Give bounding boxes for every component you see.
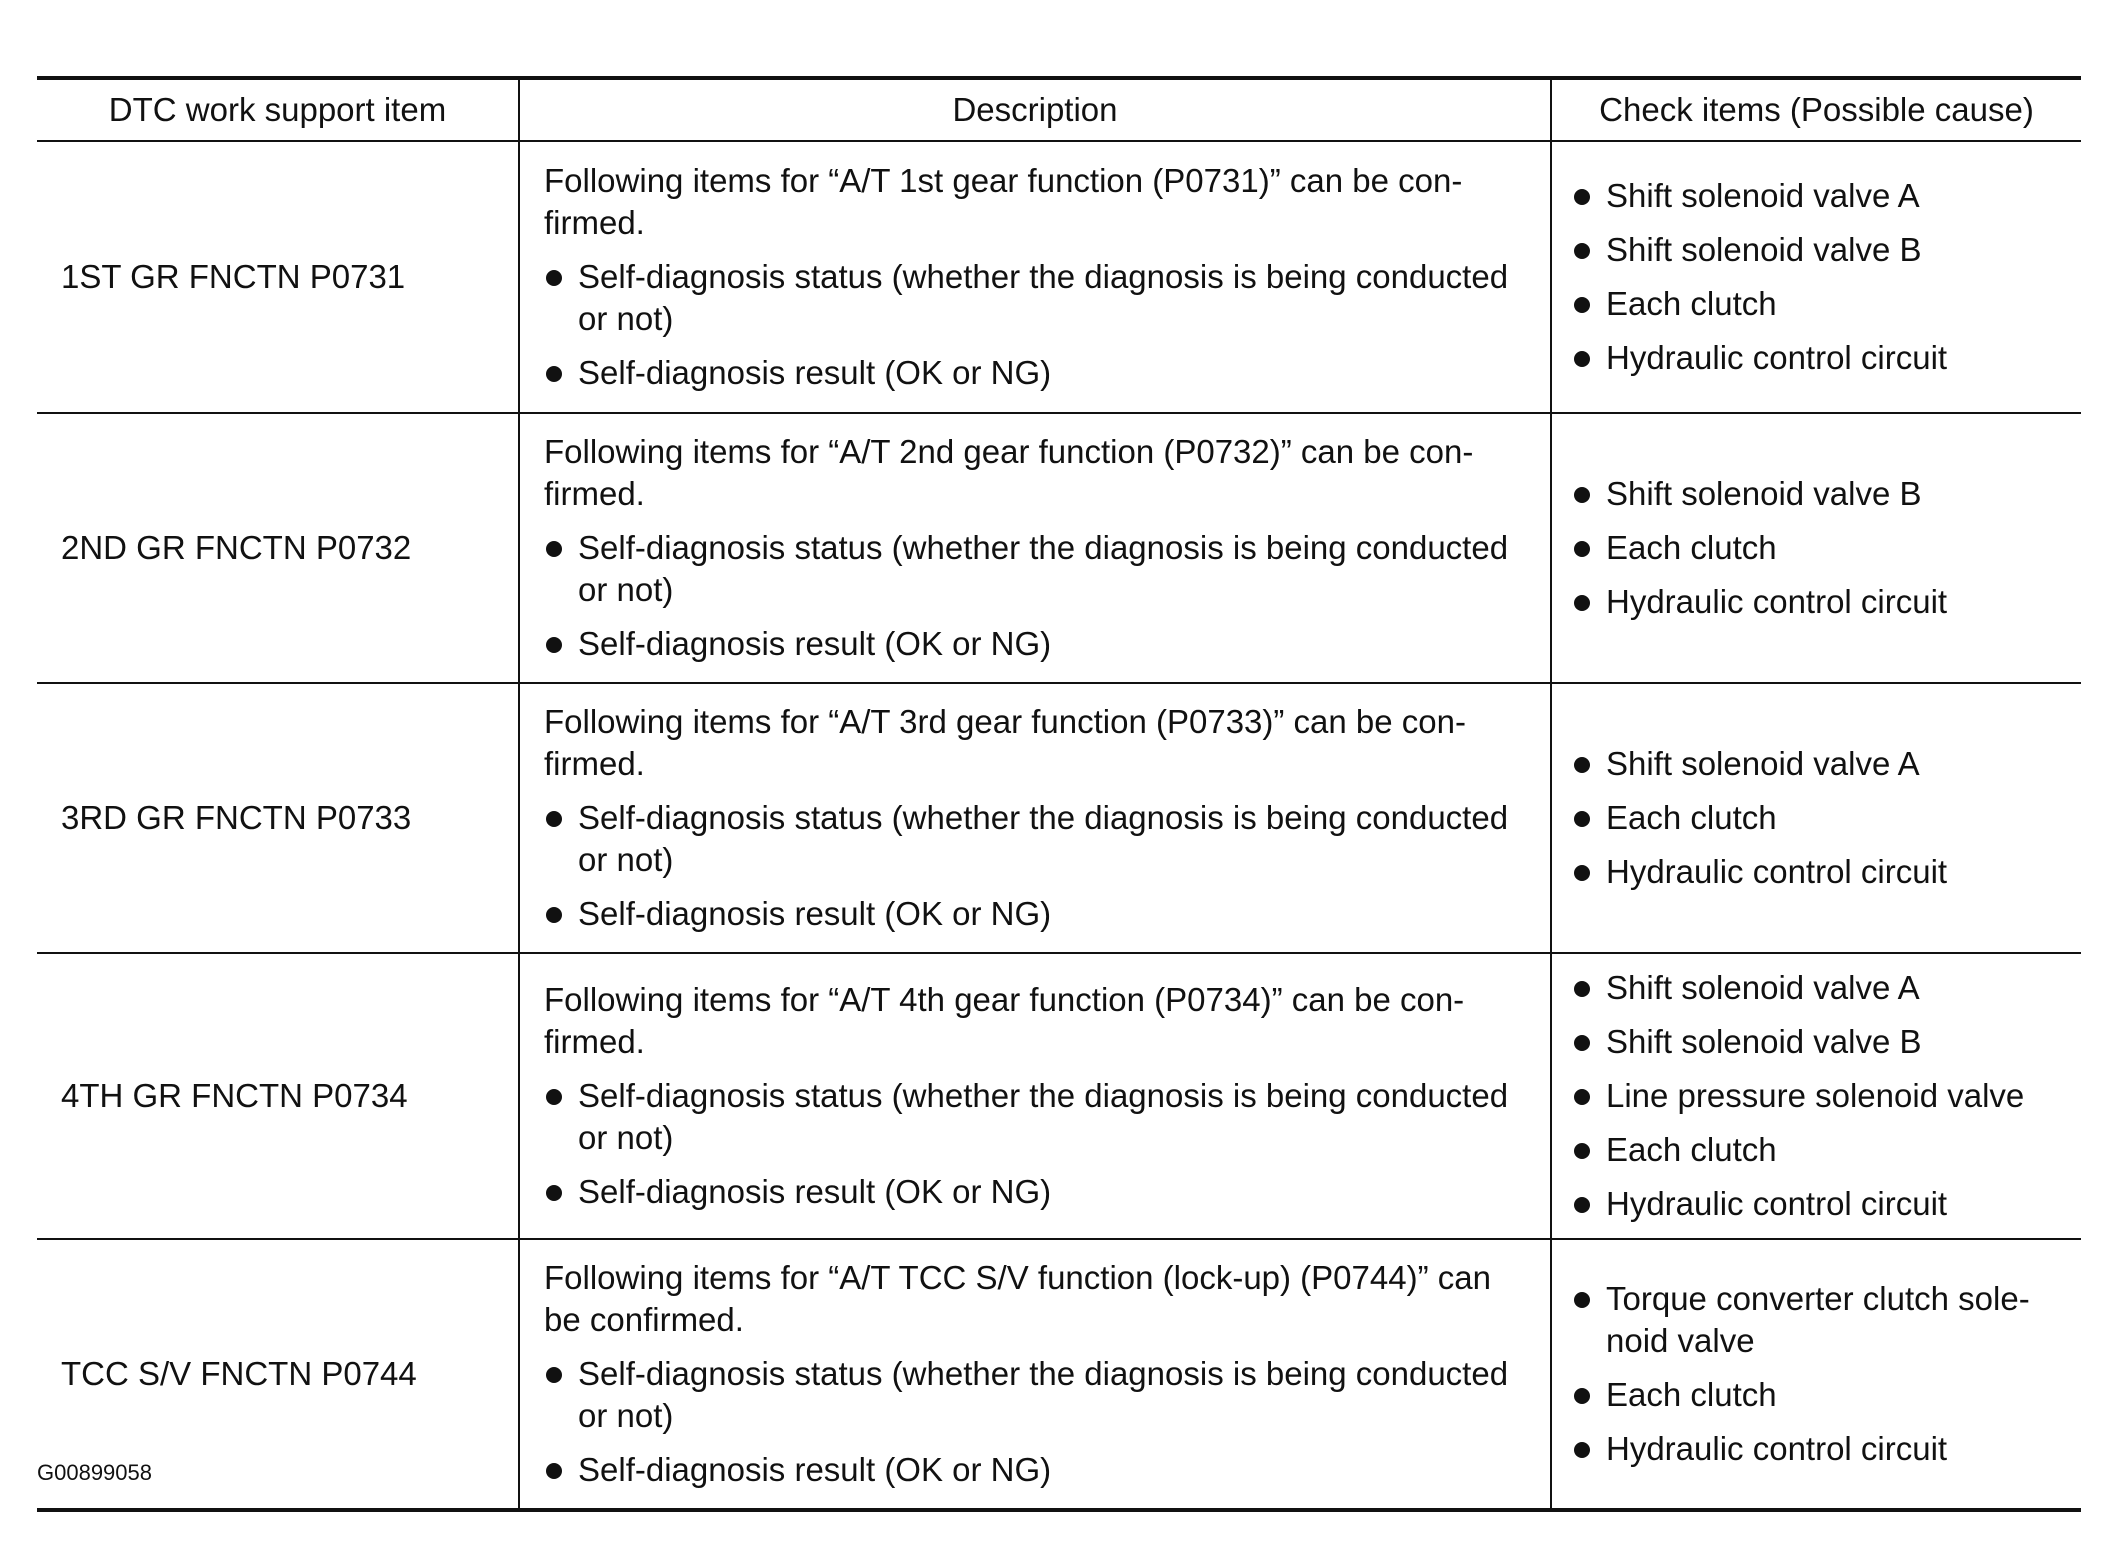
description-cell — [519, 953, 1551, 1239]
bullet-text: Self-diagnosis status (whether the diagnosis is being conducted or not) — [578, 1077, 1509, 1156]
check-item-text: Each clutch — [1606, 529, 1777, 566]
check-item-text: Torque converter clutch sole-noid valve — [1606, 1280, 2030, 1359]
bullet-icon — [546, 1089, 562, 1105]
list-item — [1572, 797, 2071, 839]
bullet-icon — [546, 637, 562, 653]
check-item-text: Line pressure solenoid valve — [1606, 1077, 2025, 1114]
description-intro: Following items for “A/T 2nd gear function (P0732)” can be con-firmed. — [544, 433, 1474, 512]
header-item: DTC work support item — [37, 78, 519, 141]
bullet-icon — [1574, 297, 1590, 313]
check-item-text: Shift solenoid valve A — [1606, 177, 1920, 214]
bullet-icon — [1574, 1143, 1590, 1159]
list-item — [1572, 1021, 2071, 1063]
list-item — [1572, 1278, 2071, 1362]
bullet-icon — [1574, 981, 1590, 997]
list-item — [1572, 1075, 2071, 1117]
list-item — [1572, 283, 2071, 325]
bullet-icon — [1574, 351, 1590, 367]
bullet-icon — [546, 1367, 562, 1383]
bullet-icon — [1574, 1089, 1590, 1105]
list-item — [1572, 473, 2071, 515]
list-item — [544, 1353, 1532, 1437]
check-items-cell — [1551, 141, 2081, 413]
check-item-text: Each clutch — [1606, 285, 1777, 322]
list-item — [1572, 743, 2071, 785]
bullet-icon — [546, 366, 562, 382]
bullet-icon — [546, 1185, 562, 1201]
check-items-list — [1572, 175, 2071, 379]
bullet-icon — [546, 270, 562, 286]
list-item — [1572, 1129, 2071, 1171]
list-item — [544, 256, 1532, 340]
list-item — [1572, 527, 2071, 569]
table-row — [37, 141, 2081, 413]
table-row — [37, 683, 2081, 953]
check-item-text: Shift solenoid valve B — [1606, 231, 1922, 268]
check-items-cell — [1551, 1239, 2081, 1510]
check-item-text: Hydraulic control circuit — [1606, 583, 1948, 620]
bullet-icon — [1574, 1035, 1590, 1051]
list-item — [1572, 175, 2071, 217]
description-bullets — [544, 797, 1532, 935]
table-row — [37, 1239, 2081, 1510]
header-description: Description — [519, 78, 1551, 141]
dtc-work-support-table — [37, 76, 2081, 1512]
description-bullets — [544, 527, 1532, 665]
check-items-list — [1572, 473, 2071, 623]
description-intro: Following items for “A/T TCC S/V function (lock-up) (P0744)” can be confirmed. — [544, 1259, 1491, 1338]
bullet-text: Self-diagnosis status (whether the diagnosis is being conducted or not) — [578, 529, 1509, 608]
table-row — [37, 413, 2081, 683]
list-item — [544, 527, 1532, 611]
bullet-text: Self-diagnosis status (whether the diagnosis is being conducted or not) — [578, 799, 1509, 878]
check-item-text: Hydraulic control circuit — [1606, 1430, 1948, 1467]
check-item-text: Each clutch — [1606, 1131, 1777, 1168]
bullet-icon — [1574, 243, 1590, 259]
description-bullets — [544, 1353, 1532, 1491]
header-check-items: Check items (Possible cause) — [1551, 78, 2081, 141]
document-page — [37, 76, 2081, 1512]
list-item — [544, 352, 1532, 394]
bullet-text: Self-diagnosis result (OK or NG) — [578, 1451, 1052, 1488]
list-item — [544, 623, 1532, 665]
description-cell — [519, 1239, 1551, 1510]
check-item-text: Shift solenoid valve B — [1606, 475, 1922, 512]
description-intro: Following items for “A/T 4th gear function (P0734)” can be con-firmed. — [544, 981, 1465, 1060]
check-items-cell — [1551, 953, 2081, 1239]
list-item — [544, 1075, 1532, 1159]
description-intro: Following items for “A/T 3rd gear function (P0733)” can be con-firmed. — [544, 703, 1466, 782]
description-bullets — [544, 1075, 1532, 1213]
bullet-icon — [546, 1463, 562, 1479]
bullet-icon — [546, 811, 562, 827]
bullet-icon — [1574, 811, 1590, 827]
check-item-text: Hydraulic control circuit — [1606, 339, 1948, 376]
check-item-text: Hydraulic control circuit — [1606, 1185, 1948, 1222]
bullet-text: Self-diagnosis status (whether the diagnosis is being conducted or not) — [578, 258, 1509, 337]
bullet-text: Self-diagnosis result (OK or NG) — [578, 895, 1052, 932]
check-item-text: Shift solenoid valve B — [1606, 1023, 1922, 1060]
dtc-item-cell: 2ND GR FNCTN P0732 — [37, 413, 519, 683]
bullet-icon — [1574, 865, 1590, 881]
list-item — [1572, 851, 2071, 893]
list-item — [544, 893, 1532, 935]
bullet-icon — [1574, 487, 1590, 503]
table-header — [37, 78, 2081, 141]
bullet-text: Self-diagnosis result (OK or NG) — [578, 1173, 1052, 1210]
check-item-text: Hydraulic control circuit — [1606, 853, 1948, 890]
bullet-text: Self-diagnosis result (OK or NG) — [578, 625, 1052, 662]
bullet-icon — [1574, 1197, 1590, 1213]
bullet-text: Self-diagnosis result (OK or NG) — [578, 354, 1052, 391]
description-cell — [519, 141, 1551, 413]
list-item — [544, 797, 1532, 881]
table-row — [37, 953, 2081, 1239]
bullet-icon — [546, 541, 562, 557]
list-item — [1572, 967, 2071, 1009]
dtc-item-cell: 3RD GR FNCTN P0733 — [37, 683, 519, 953]
check-item-text: Each clutch — [1606, 799, 1777, 836]
table-body — [37, 141, 2081, 1510]
check-items-list — [1572, 743, 2071, 893]
check-items-cell — [1551, 413, 2081, 683]
list-item — [1572, 229, 2071, 271]
check-item-text: Shift solenoid valve A — [1606, 969, 1920, 1006]
dtc-item-cell: 1ST GR FNCTN P0731 — [37, 141, 519, 413]
bullet-icon — [1574, 189, 1590, 205]
list-item — [1572, 581, 2071, 623]
description-intro: Following items for “A/T 1st gear function (P0731)” can be con-firmed. — [544, 162, 1463, 241]
bullet-icon — [1574, 541, 1590, 557]
description-cell — [519, 683, 1551, 953]
check-item-text: Each clutch — [1606, 1376, 1777, 1413]
check-items-list — [1572, 1278, 2071, 1470]
description-bullets — [544, 256, 1532, 394]
bullet-icon — [1574, 595, 1590, 611]
dtc-item-cell: TCC S/V FNCTN P0744 — [37, 1239, 519, 1510]
check-items-cell — [1551, 683, 2081, 953]
list-item — [544, 1449, 1532, 1491]
header-row — [37, 78, 2081, 141]
bullet-icon — [1574, 1292, 1590, 1308]
list-item — [544, 1171, 1532, 1213]
description-cell — [519, 413, 1551, 683]
bullet-text: Self-diagnosis status (whether the diagnosis is being conducted or not) — [578, 1355, 1509, 1434]
check-items-list — [1572, 967, 2071, 1225]
dtc-item-cell: 4TH GR FNCTN P0734 — [37, 953, 519, 1239]
bullet-icon — [546, 907, 562, 923]
check-item-text: Shift solenoid valve A — [1606, 745, 1920, 782]
list-item — [1572, 1183, 2071, 1225]
list-item — [1572, 1374, 2071, 1416]
bullet-icon — [1574, 1388, 1590, 1404]
figure-id: G00899058 — [37, 1460, 152, 1485]
bullet-icon — [1574, 757, 1590, 773]
list-item — [1572, 337, 2071, 379]
list-item — [1572, 1428, 2071, 1470]
bullet-icon — [1574, 1442, 1590, 1458]
